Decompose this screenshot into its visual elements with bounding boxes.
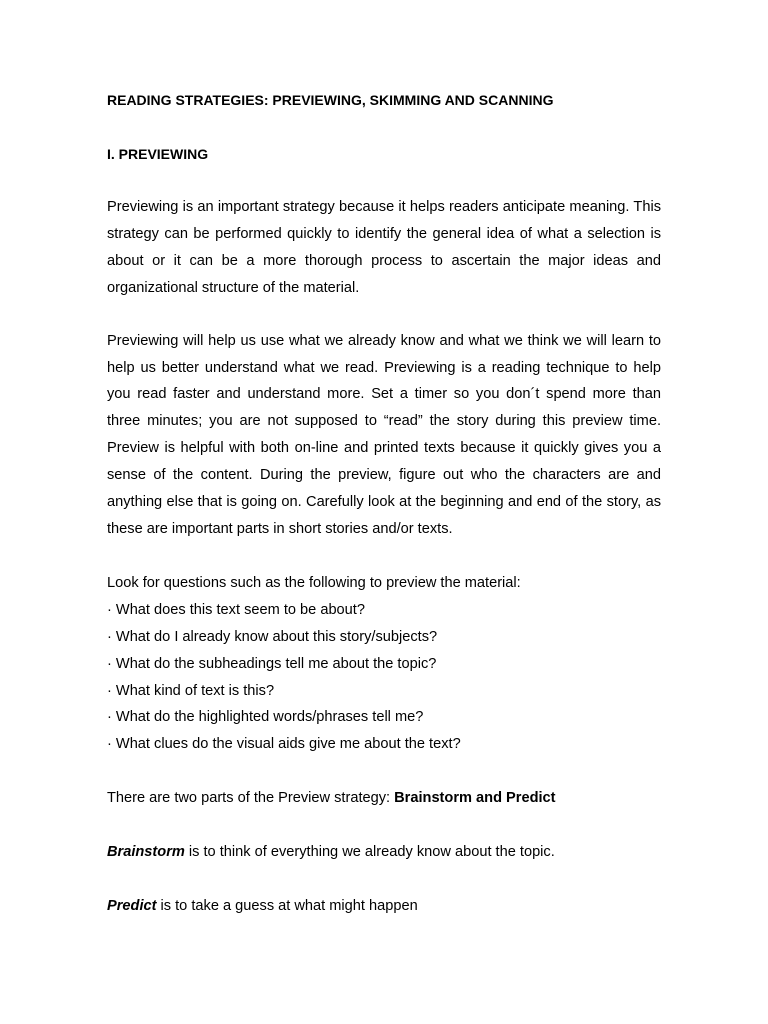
- document-title: READING STRATEGIES: PREVIEWING, SKIMMING AND SCANNING: [107, 92, 554, 108]
- paragraph-1: Previewing is an important strategy because it helps readers anticipate meaning. This strategy can be performed quickly to identify the general idea of what a selection is about or it can be a more thorough process to ascertain the major ideas and organizational structure of the material.: [107, 199, 661, 296]
- brainstorm-definition: [107, 839, 661, 866]
- document-page: [107, 90, 661, 920]
- predict-term: Predict: [107, 898, 157, 915]
- predict-text: is to take a guess at what might happen: [156, 898, 418, 915]
- question-item: · What clues do the visual aids give me about the text?: [107, 736, 461, 753]
- preview-parts-emphasis: Brainstorm and Predict: [394, 790, 556, 807]
- section-heading-previewing: I. PREVIEWING: [107, 146, 209, 162]
- brainstorm-term: Brainstorm: [107, 844, 185, 861]
- preview-parts-text: There are two parts of the Preview strategy:: [107, 790, 395, 807]
- questions-intro: Look for questions such as the following to preview the material:: [107, 574, 521, 591]
- questions-list: [107, 597, 661, 758]
- brainstorm-text: is to think of everything we already know about the topic.: [184, 844, 555, 861]
- predict-definition: [107, 893, 661, 920]
- question-item: · What do the subheadings tell me about the topic?: [107, 655, 437, 672]
- paragraph-2: Previewing will help us use what we already know and what we think we will learn to help us better understand what we read. Previewing is a reading technique to help you read faster and understand more. Set a timer so you don´t spend more than three minutes; you are not supposed to “read” the story during this preview time. Preview is helpful with both on-line and printed texts because it quickly gives you a sense of the content. During the preview, figure out who the characters are and anything else that is going on. Carefully look at the beginning and end of the story, as these are important parts in short stories and/or texts.: [107, 332, 661, 537]
- question-item: · What do I already know about this story/subjects?: [107, 628, 438, 645]
- preview-parts-line: [107, 785, 661, 812]
- question-item: · What do the highlighted words/phrases tell me?: [107, 709, 424, 726]
- question-item: · What kind of text is this?: [107, 682, 275, 699]
- question-item: · What does this text seem to be about?: [107, 601, 365, 618]
